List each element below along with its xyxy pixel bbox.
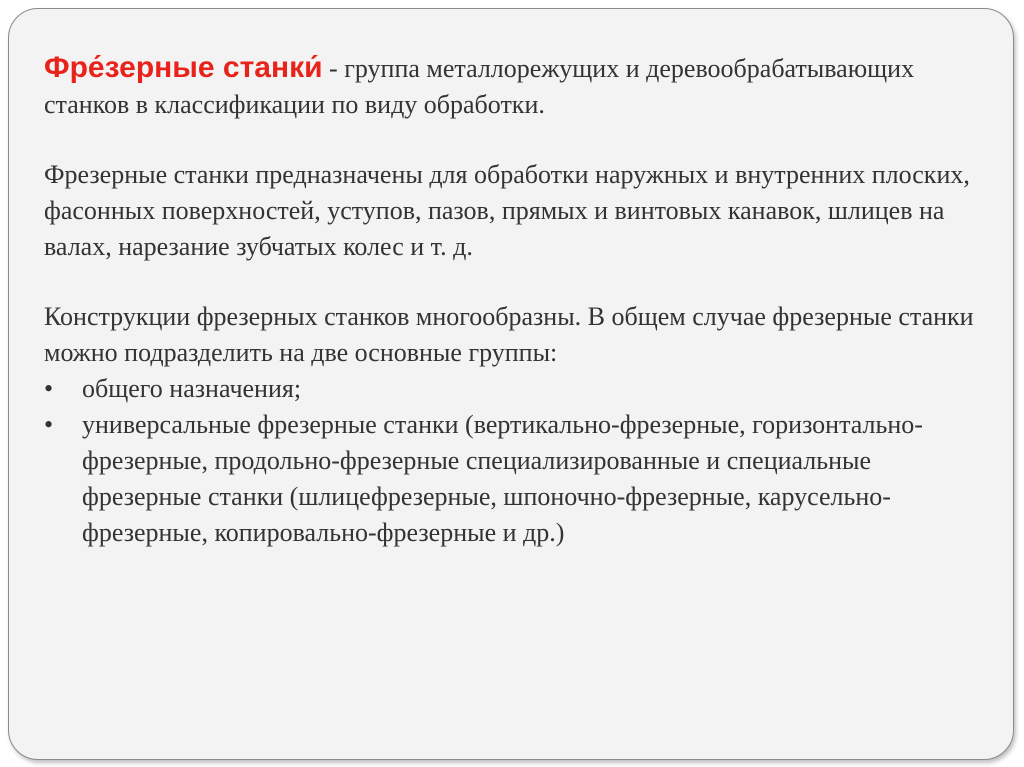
list-item <box>44 407 974 551</box>
list-item <box>44 371 974 407</box>
paragraph-spacer <box>44 123 974 157</box>
purpose-paragraph: Фрезерные станки предназначены для обработки наружных и внутренних плоских, фасонных поверхностей, уступов, пазов, прямых и винтовых канавок, шлицев на валах, нарезание зубчатых колес и т. д. <box>44 160 970 261</box>
definition-paragraph <box>44 50 974 123</box>
term-title: Фре́зерные станки́ <box>44 51 323 84</box>
slide-content <box>44 50 974 551</box>
list-item-text: универсальные фрезерные станки (вертикально-фрезерные, горизонтально-фрезерные, продольно-фрезерные специализированные и специальные фрезерные станки (шлицефрезерные, шпоночно-фрезерные, карусельно-фрезерные, копировально-фрезерные и др.) <box>82 410 923 547</box>
bullet-icon: • <box>44 410 54 439</box>
groups-intro-paragraph: Конструкции фрезерных станков многообразны. В общем случае фрезерные станки можно подразделить на две основные группы: <box>44 302 974 367</box>
bullet-icon: • <box>44 374 54 403</box>
list-item-text: общего назначения; <box>82 374 302 403</box>
definition-text: - группа металлорежущих и деревообрабатывающих станков в классификации по виду обработки. <box>44 54 915 119</box>
paragraph-spacer <box>44 265 974 299</box>
groups-list <box>44 371 974 551</box>
